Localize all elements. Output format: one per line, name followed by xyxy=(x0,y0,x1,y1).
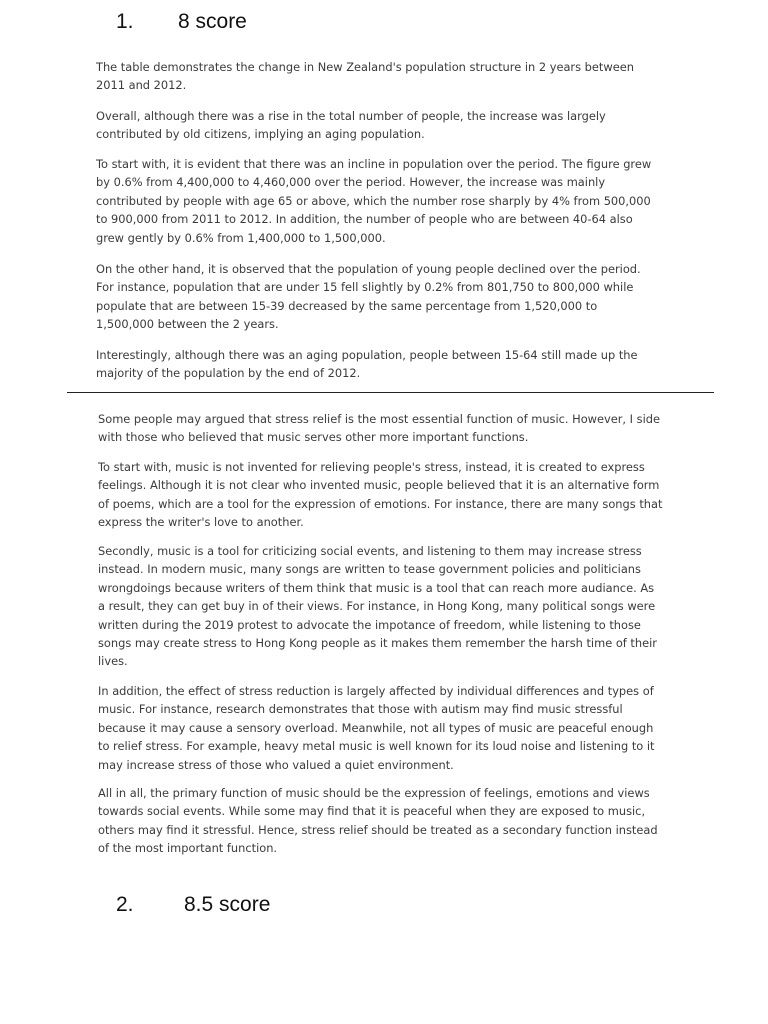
text-line: To start with, it is evident that there was an incline in population over the period. The figure grew xyxy=(96,157,652,171)
text-line: Interestingly, although there was an aging population, people between 15-64 still made up the xyxy=(96,348,638,362)
text-line: grew gently by 0.6% from 1,400,000 to 1,500,000. xyxy=(96,230,386,245)
essay-2-paragraph-body-2 xyxy=(98,542,657,671)
text-line: contributed by people with age 65 or above, which the number rose sharply by 4% from 500,000 xyxy=(96,193,651,208)
text-line: 1,500,000 between the 2 years. xyxy=(96,317,279,332)
text-line: Some people may argued that stress relief is the most essential function of music. However, I side xyxy=(98,412,660,426)
text-line: by 0.6% from 4,400,000 to 4,460,000 over the period. However, the increase was mainly xyxy=(96,175,606,190)
essay-1-paragraph-overview xyxy=(96,107,606,144)
text-line: Secondly, music is a tool for criticizing social events, and listening to them may increase stress xyxy=(98,544,642,558)
text-line: because it may cause a sensory overload. Meanwhile, not all types of music are peaceful enough xyxy=(98,720,654,735)
text-line: Overall, although there was a rise in the total number of people, the increase was largely xyxy=(96,109,606,123)
text-line: 2011 and 2012. xyxy=(96,78,187,93)
text-line: to relief stress. For example, heavy metal music is well known for its loud noise and listening to it xyxy=(98,739,655,754)
essay-1-paragraph-intro xyxy=(96,58,634,95)
text-line: populate that are between 15-39 decreased by the same percentage from 1,520,000 to xyxy=(96,298,598,313)
essay-1-paragraph-body-1 xyxy=(96,155,651,247)
text-line: To start with, music is not invented for relieving people's stress, instead, it is created to express xyxy=(98,460,645,474)
essay-2-paragraph-conclusion xyxy=(98,784,658,858)
text-line: songs may create stress to Hong Kong people as it makes them remember the harsh time of their xyxy=(98,636,657,651)
text-line: a result, they can get buy in of their views. For instance, in Hong Kong, many political songs were xyxy=(98,599,656,614)
text-line: For instance, population that are under 15 fell slightly by 0.2% from 801,750 to 800,000 while xyxy=(96,280,634,295)
text-line: express the writer's love to another. xyxy=(98,515,304,530)
essay-2-paragraph-body-3 xyxy=(98,682,655,774)
essay-1-paragraph-conclusion xyxy=(96,346,638,383)
text-line: The table demonstrates the change in New Zealand's population structure in 2 years between xyxy=(96,60,634,74)
text-line: others may find it stressful. Hence, stress relief should be treated as a secondary function instead xyxy=(98,822,658,837)
text-line: majority of the population by the end of 2012. xyxy=(96,366,361,381)
text-line: of the most important function. xyxy=(98,841,278,856)
section-divider xyxy=(67,392,714,393)
section-heading-2 xyxy=(116,893,270,917)
essay-1-paragraph-body-2 xyxy=(96,260,641,334)
section-heading-1 xyxy=(116,10,247,34)
text-line: On the other hand, it is observed that the population of young people declined over the period. xyxy=(96,262,641,276)
text-line: In addition, the effect of stress reduction is largely affected by individual differences and types of xyxy=(98,684,654,698)
text-line: to 900,000 from 2011 to 2012. In addition, the number of people who are between 40-64 also xyxy=(96,212,633,227)
essay-2-paragraph-body-1 xyxy=(98,458,662,532)
section-score: 8 score xyxy=(178,10,247,33)
section-score: 8.5 score xyxy=(184,893,271,916)
text-line: may increase stress of those who valued a quiet environment. xyxy=(98,757,454,772)
text-line: lives. xyxy=(98,654,128,669)
essay-2-paragraph-intro xyxy=(98,410,660,447)
text-line: towards social events. While some may find that it is peaceful when they are exposed to music, xyxy=(98,804,646,819)
text-line: of poems, which are a tool for the expression of emotions. For instance, there are many songs that xyxy=(98,496,663,511)
text-line: instead. In modern music, many songs are written to tease government policies and politicians xyxy=(98,562,641,577)
section-number: 2. xyxy=(116,893,134,916)
text-line: music. For instance, research demonstrates that those with autism may find music stressful xyxy=(98,702,623,717)
text-line: contributed by old citizens, implying an aging population. xyxy=(96,127,425,142)
text-line: wrongdoings because writers of them think that music is a tool that can reach more audiance. As xyxy=(98,580,655,595)
text-line: written during the 2019 protest to advocate the impotance of freedom, while listening to those xyxy=(98,617,641,632)
text-line: All in all, the primary function of music should be the expression of feelings, emotions and views xyxy=(98,786,650,800)
section-number: 1. xyxy=(116,10,134,33)
text-line: feelings. Although it is not clear who invented music, people believed that it is an alternative form xyxy=(98,478,660,493)
text-line: with those who believed that music serves other more important functions. xyxy=(98,430,529,445)
